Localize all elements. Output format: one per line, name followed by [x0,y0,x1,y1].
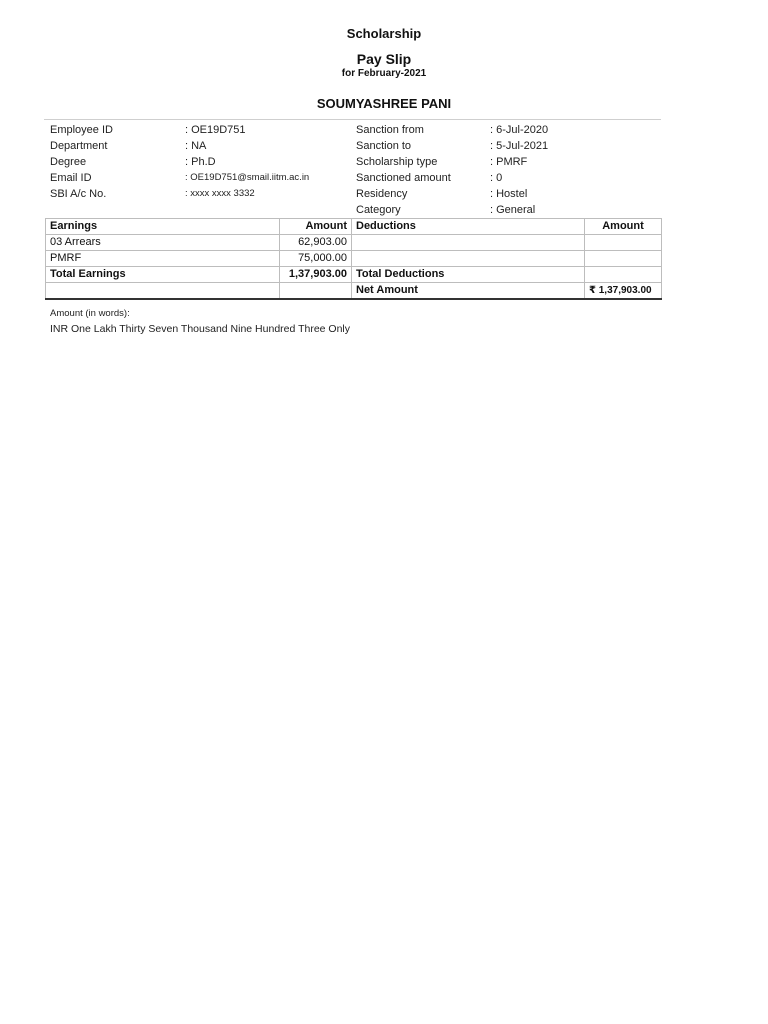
info-label: Category [356,204,401,216]
deduction-label [352,235,585,251]
pay-period: for February-2021 [341,68,427,79]
info-value: : xxxx xxxx 3332 [185,188,255,199]
info-label: Sanction to [356,140,412,152]
info-value: : OE19D751 [185,124,246,136]
net-spacer [280,283,352,300]
info-label: Employee ID [50,124,113,136]
total-deductions-label: Total Deductions [352,267,585,283]
scholar-name: SOUMYASHREE PANI [316,96,452,111]
info-label: SBI A/c No. [50,188,107,200]
table-row [46,251,662,267]
earning-amount: 75,000.00 [280,251,352,267]
info-value: : 0 [490,172,503,184]
net-amount-label: Net Amount [352,283,585,300]
deduction-amount [585,251,662,267]
info-label: Residency [356,188,408,200]
info-value: : PMRF [490,156,528,168]
info-row-sanction-to [356,138,656,154]
info-label: Scholarship type [356,156,438,168]
info-label: Degree [50,156,87,168]
info-row-sanction-from [356,122,656,138]
earnings-amount-header: Amount [280,219,352,235]
info-value: : Ph.D [185,156,216,168]
earning-label: PMRF [46,251,280,267]
net-amount-row [46,283,662,300]
total-earnings-label: Total Earnings [46,267,280,283]
info-row-department [50,138,350,154]
header-divider [44,119,661,120]
info-row-scholarship-type [356,154,656,170]
earning-amount: 62,903.00 [280,235,352,251]
amount-in-words-label: Amount (in words): [50,308,130,319]
employee-info-left [50,122,350,202]
info-row-email [50,170,350,186]
info-row-category [356,202,656,218]
deduction-label [352,251,585,267]
info-value: : NA [185,140,207,152]
info-label: Sanction from [356,124,424,136]
info-value: : Hostel [490,188,528,200]
info-row-residency [356,186,656,202]
document-title: Scholarship [346,26,422,41]
deductions-amount-header: Amount [585,219,662,235]
info-value: : 6-Jul-2020 [490,124,549,136]
net-amount-value: ₹ 1,37,903.00 [585,283,662,300]
info-label: Department [50,140,108,152]
deduction-amount [585,235,662,251]
total-earnings-value: 1,37,903.00 [280,267,352,283]
info-row-employee-id [50,122,350,138]
info-value: : General [490,204,536,216]
table-header-row [46,219,662,235]
total-deductions-value [585,267,662,283]
info-row-sanctioned-amount [356,170,656,186]
info-row-account [50,186,350,202]
amount-in-words: INR One Lakh Thirty Seven Thousand Nine Hundred Three Only [50,323,350,335]
info-value: : 5-Jul-2021 [490,140,549,152]
document-subtitle: Pay Slip [356,51,412,67]
totals-row [46,267,662,283]
earning-label: 03 Arrears [46,235,280,251]
net-spacer [46,283,280,300]
deductions-header: Deductions [352,219,585,235]
info-label: Email ID [50,172,92,184]
info-label: Sanctioned amount [356,172,451,184]
earnings-deductions-table [45,218,662,300]
sanction-info-right [356,122,656,218]
info-value: : OE19D751@smail.iitm.ac.in [185,172,310,183]
earnings-header: Earnings [46,219,280,235]
info-row-degree [50,154,350,170]
table-row [46,235,662,251]
